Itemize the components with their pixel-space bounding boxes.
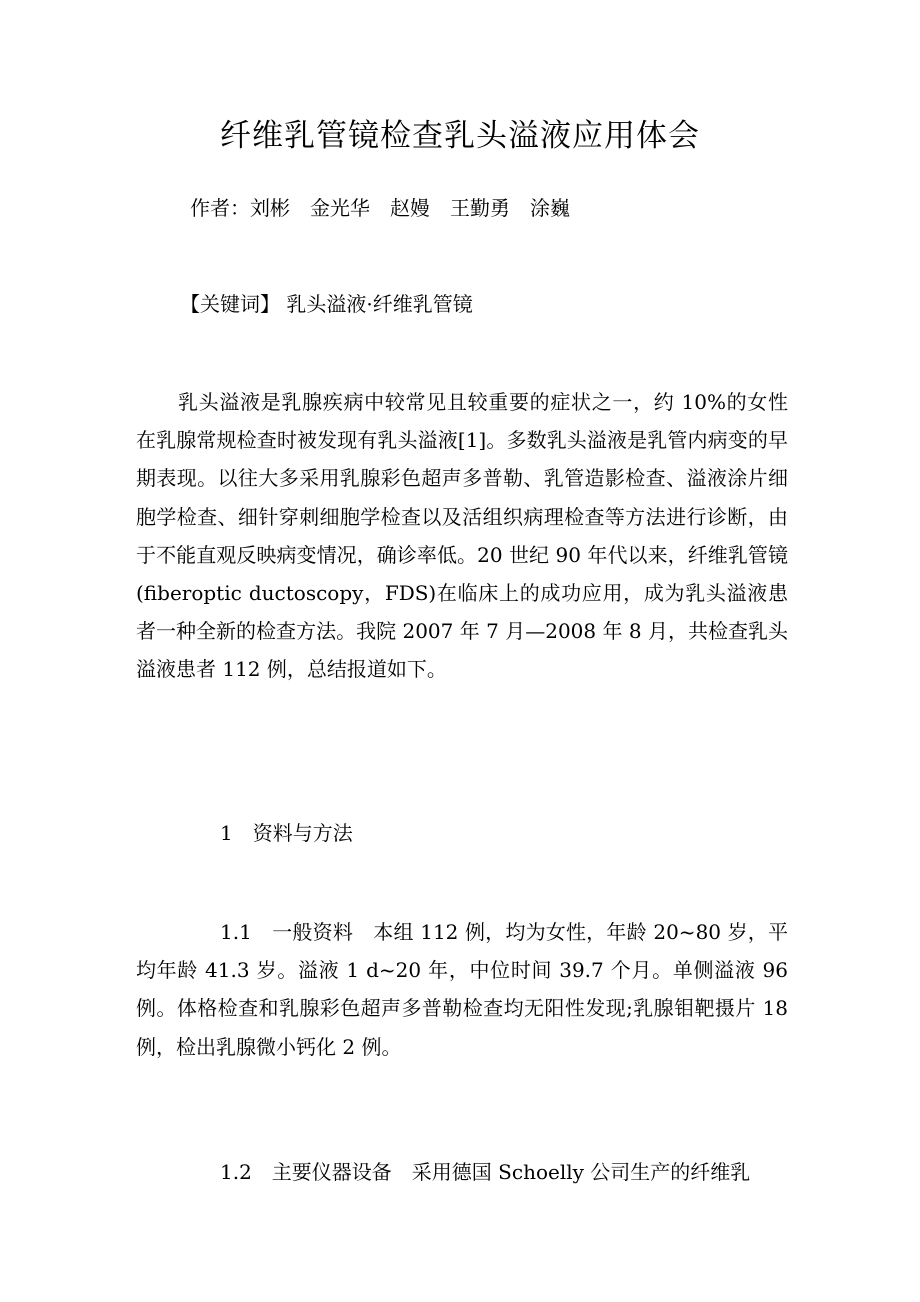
authors-line: 作者：刘彬 金光华 赵嫚 王勤勇 涂巍 [190,196,570,220]
keywords-line: 【关键词】 乳头溢液·纤维乳管镜 [180,292,473,316]
section-heading: 1 资料与方法 [220,821,353,845]
equipment-paragraph: 1.2 主要仪器设备 采用德国 Schoelly 公司生产的纤维乳 [220,1160,751,1184]
intro-paragraph: 乳头溢液是乳腺疾病中较常见且较重要的症状之一，约 10%的女性在乳腺常规检查时被发现有乳头溢液[1]。多数乳头溢液是乳管内病变的早期表现。以往大多采用乳腺彩色超声多普勒、乳管造影检查、溢液涂片细胞学检查、细针穿刺细胞学检查以及活组织病理检查等方法进行诊断，由于不能直观反映病变情况，确诊率低。20 世纪 90 年代以来，纤维乳管镜(fiberoptic ductoscopy，FDS)在临床上的成功应用，成为乳头溢液患者一种全新的检查方法。我院 2007 年 7 月—2008 年 8 月，共检查乳头溢液患者 112 例，总结报道如下。 [136,390,788,682]
document-title: 纤维乳管镜检查乳头溢液应用体会 [220,118,700,154]
general-data-paragraph: 1.1 一般资料 本组 112 例，均为女性，年龄 20~80 岁，平均年龄 41.3 岁。溢液 1 d~20 年，中位时间 39.7 个月。单侧溢液 96 例。体格检查和乳腺彩色超声多普勒检查均无阳性发现;乳腺钼靶摄片 18 例，检出乳腺微小钙化 2 例。 [136,920,788,1059]
